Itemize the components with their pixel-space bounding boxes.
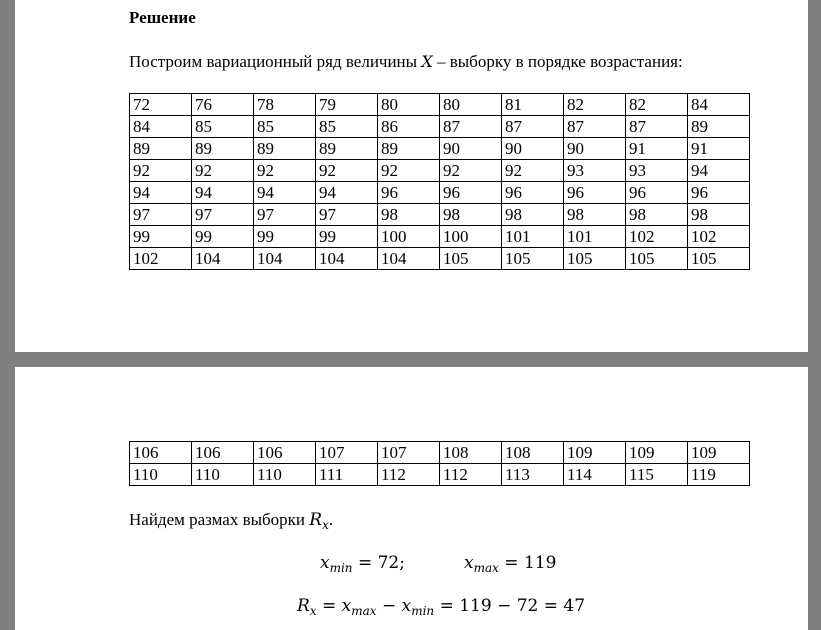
table-cell: 92 xyxy=(502,160,564,182)
variation-series-table-part1 xyxy=(129,93,750,270)
table-cell: 85 xyxy=(316,116,378,138)
table-cell: 104 xyxy=(254,248,316,270)
table-cell: 92 xyxy=(254,160,316,182)
table-cell: 101 xyxy=(502,226,564,248)
table-cell: 97 xyxy=(130,204,192,226)
range-paragraph xyxy=(129,510,333,530)
range-text-after: . xyxy=(328,510,334,529)
table-row xyxy=(130,116,750,138)
table-cell: 92 xyxy=(192,160,254,182)
table-cell: 96 xyxy=(626,182,688,204)
table-cell: 102 xyxy=(688,226,750,248)
table-cell: 92 xyxy=(378,160,440,182)
range-text-before: Найдем размах выборки xyxy=(129,510,310,529)
table-cell: 101 xyxy=(564,226,626,248)
table-cell: 80 xyxy=(378,94,440,116)
table-cell: 92 xyxy=(440,160,502,182)
intro-paragraph xyxy=(129,52,683,72)
variation-series-table-part2 xyxy=(129,441,750,486)
table-cell: 97 xyxy=(316,204,378,226)
table-cell: 89 xyxy=(254,138,316,160)
table-cell: 100 xyxy=(378,226,440,248)
table-cell: 94 xyxy=(254,182,316,204)
table-cell: 108 xyxy=(502,442,564,464)
table-cell: 96 xyxy=(440,182,502,204)
table-cell: 104 xyxy=(192,248,254,270)
table-cell: 86 xyxy=(378,116,440,138)
document-page-1 xyxy=(15,0,808,352)
table-cell: 109 xyxy=(688,442,750,464)
table-cell: 98 xyxy=(626,204,688,226)
table-cell: 72 xyxy=(130,94,192,116)
table-cell: 102 xyxy=(130,248,192,270)
table-row xyxy=(130,94,750,116)
table-cell: 112 xyxy=(440,464,502,486)
table-row xyxy=(130,226,750,248)
table-cell: 85 xyxy=(192,116,254,138)
table-cell: 109 xyxy=(564,442,626,464)
table-cell: 104 xyxy=(316,248,378,270)
table-cell: 96 xyxy=(378,182,440,204)
table-cell: 105 xyxy=(502,248,564,270)
table-cell: 110 xyxy=(254,464,316,486)
table-cell: 78 xyxy=(254,94,316,116)
table-cell: 107 xyxy=(316,442,378,464)
table-cell: 106 xyxy=(130,442,192,464)
table-cell: 96 xyxy=(502,182,564,204)
range-symbol: $R_x$ xyxy=(309,510,329,532)
table-row xyxy=(130,248,750,270)
table-cell: 89 xyxy=(378,138,440,160)
table-cell: 115 xyxy=(626,464,688,486)
table-cell: 92 xyxy=(316,160,378,182)
table-cell: 76 xyxy=(192,94,254,116)
table-cell: 89 xyxy=(192,138,254,160)
table-cell: 94 xyxy=(192,182,254,204)
table-cell: 105 xyxy=(440,248,502,270)
xmin-formula: $x_{min} = 72$; xyxy=(320,553,405,575)
table-cell: 79 xyxy=(316,94,378,116)
table-cell: 98 xyxy=(440,204,502,226)
table-cell: 96 xyxy=(688,182,750,204)
table-cell: 90 xyxy=(502,138,564,160)
table-cell: 90 xyxy=(440,138,502,160)
table-cell: 82 xyxy=(626,94,688,116)
table-cell: 89 xyxy=(316,138,378,160)
document-page-2 xyxy=(15,367,808,630)
table-cell: 105 xyxy=(688,248,750,270)
table-cell: 99 xyxy=(254,226,316,248)
table-cell: 106 xyxy=(254,442,316,464)
table-cell: 97 xyxy=(192,204,254,226)
table-cell: 87 xyxy=(564,116,626,138)
table-cell: 87 xyxy=(440,116,502,138)
table-cell: 105 xyxy=(626,248,688,270)
table-cell: 91 xyxy=(688,138,750,160)
table-cell: 89 xyxy=(130,138,192,160)
table-cell: 113 xyxy=(502,464,564,486)
table-cell: 84 xyxy=(688,94,750,116)
table-row xyxy=(130,160,750,182)
table-cell: 89 xyxy=(688,116,750,138)
table-cell: 109 xyxy=(626,442,688,464)
table-cell: 94 xyxy=(316,182,378,204)
table-cell: 105 xyxy=(564,248,626,270)
table-row xyxy=(130,138,750,160)
intro-text-after: – выборку в порядке возрастания: xyxy=(432,52,683,71)
table-cell: 84 xyxy=(130,116,192,138)
table-cell: 87 xyxy=(502,116,564,138)
table-cell: 110 xyxy=(192,464,254,486)
table-cell: 99 xyxy=(192,226,254,248)
table-cell: 96 xyxy=(564,182,626,204)
table-row xyxy=(130,464,750,486)
table-cell: 81 xyxy=(502,94,564,116)
table-cell: 111 xyxy=(316,464,378,486)
table-cell: 94 xyxy=(130,182,192,204)
table-row xyxy=(130,442,750,464)
table-cell: 108 xyxy=(440,442,502,464)
table-cell: 119 xyxy=(688,464,750,486)
table-cell: 114 xyxy=(564,464,626,486)
table-cell: 112 xyxy=(378,464,440,486)
table-cell: 97 xyxy=(254,204,316,226)
table-cell: 100 xyxy=(440,226,502,248)
table-cell: 106 xyxy=(192,442,254,464)
section-heading: Решение xyxy=(129,8,196,27)
table-cell: 99 xyxy=(316,226,378,248)
table-cell: 104 xyxy=(378,248,440,270)
xmax-formula: $x_{max} = 119$ xyxy=(464,553,557,575)
table-cell: 93 xyxy=(564,160,626,182)
table-cell: 82 xyxy=(564,94,626,116)
table-cell: 110 xyxy=(130,464,192,486)
table-cell: 93 xyxy=(626,160,688,182)
table-cell: 102 xyxy=(626,226,688,248)
table-cell: 94 xyxy=(688,160,750,182)
table-cell: 98 xyxy=(502,204,564,226)
table-row xyxy=(130,204,750,226)
intro-text-before: Построим вариационный ряд величины xyxy=(129,52,422,71)
table-cell: 98 xyxy=(378,204,440,226)
range-formula: $R_x = x_{max} - x_{min} = 119 - 72 = 47$ xyxy=(297,596,586,618)
table-cell: 90 xyxy=(564,138,626,160)
table-cell: 85 xyxy=(254,116,316,138)
table-cell: 98 xyxy=(564,204,626,226)
table-cell: 98 xyxy=(688,204,750,226)
table-cell: 107 xyxy=(378,442,440,464)
table-cell: 87 xyxy=(626,116,688,138)
table-cell: 91 xyxy=(626,138,688,160)
variable-x: X xyxy=(421,52,433,71)
table-cell: 92 xyxy=(130,160,192,182)
table-cell: 99 xyxy=(130,226,192,248)
table-row xyxy=(130,182,750,204)
table-cell: 80 xyxy=(440,94,502,116)
